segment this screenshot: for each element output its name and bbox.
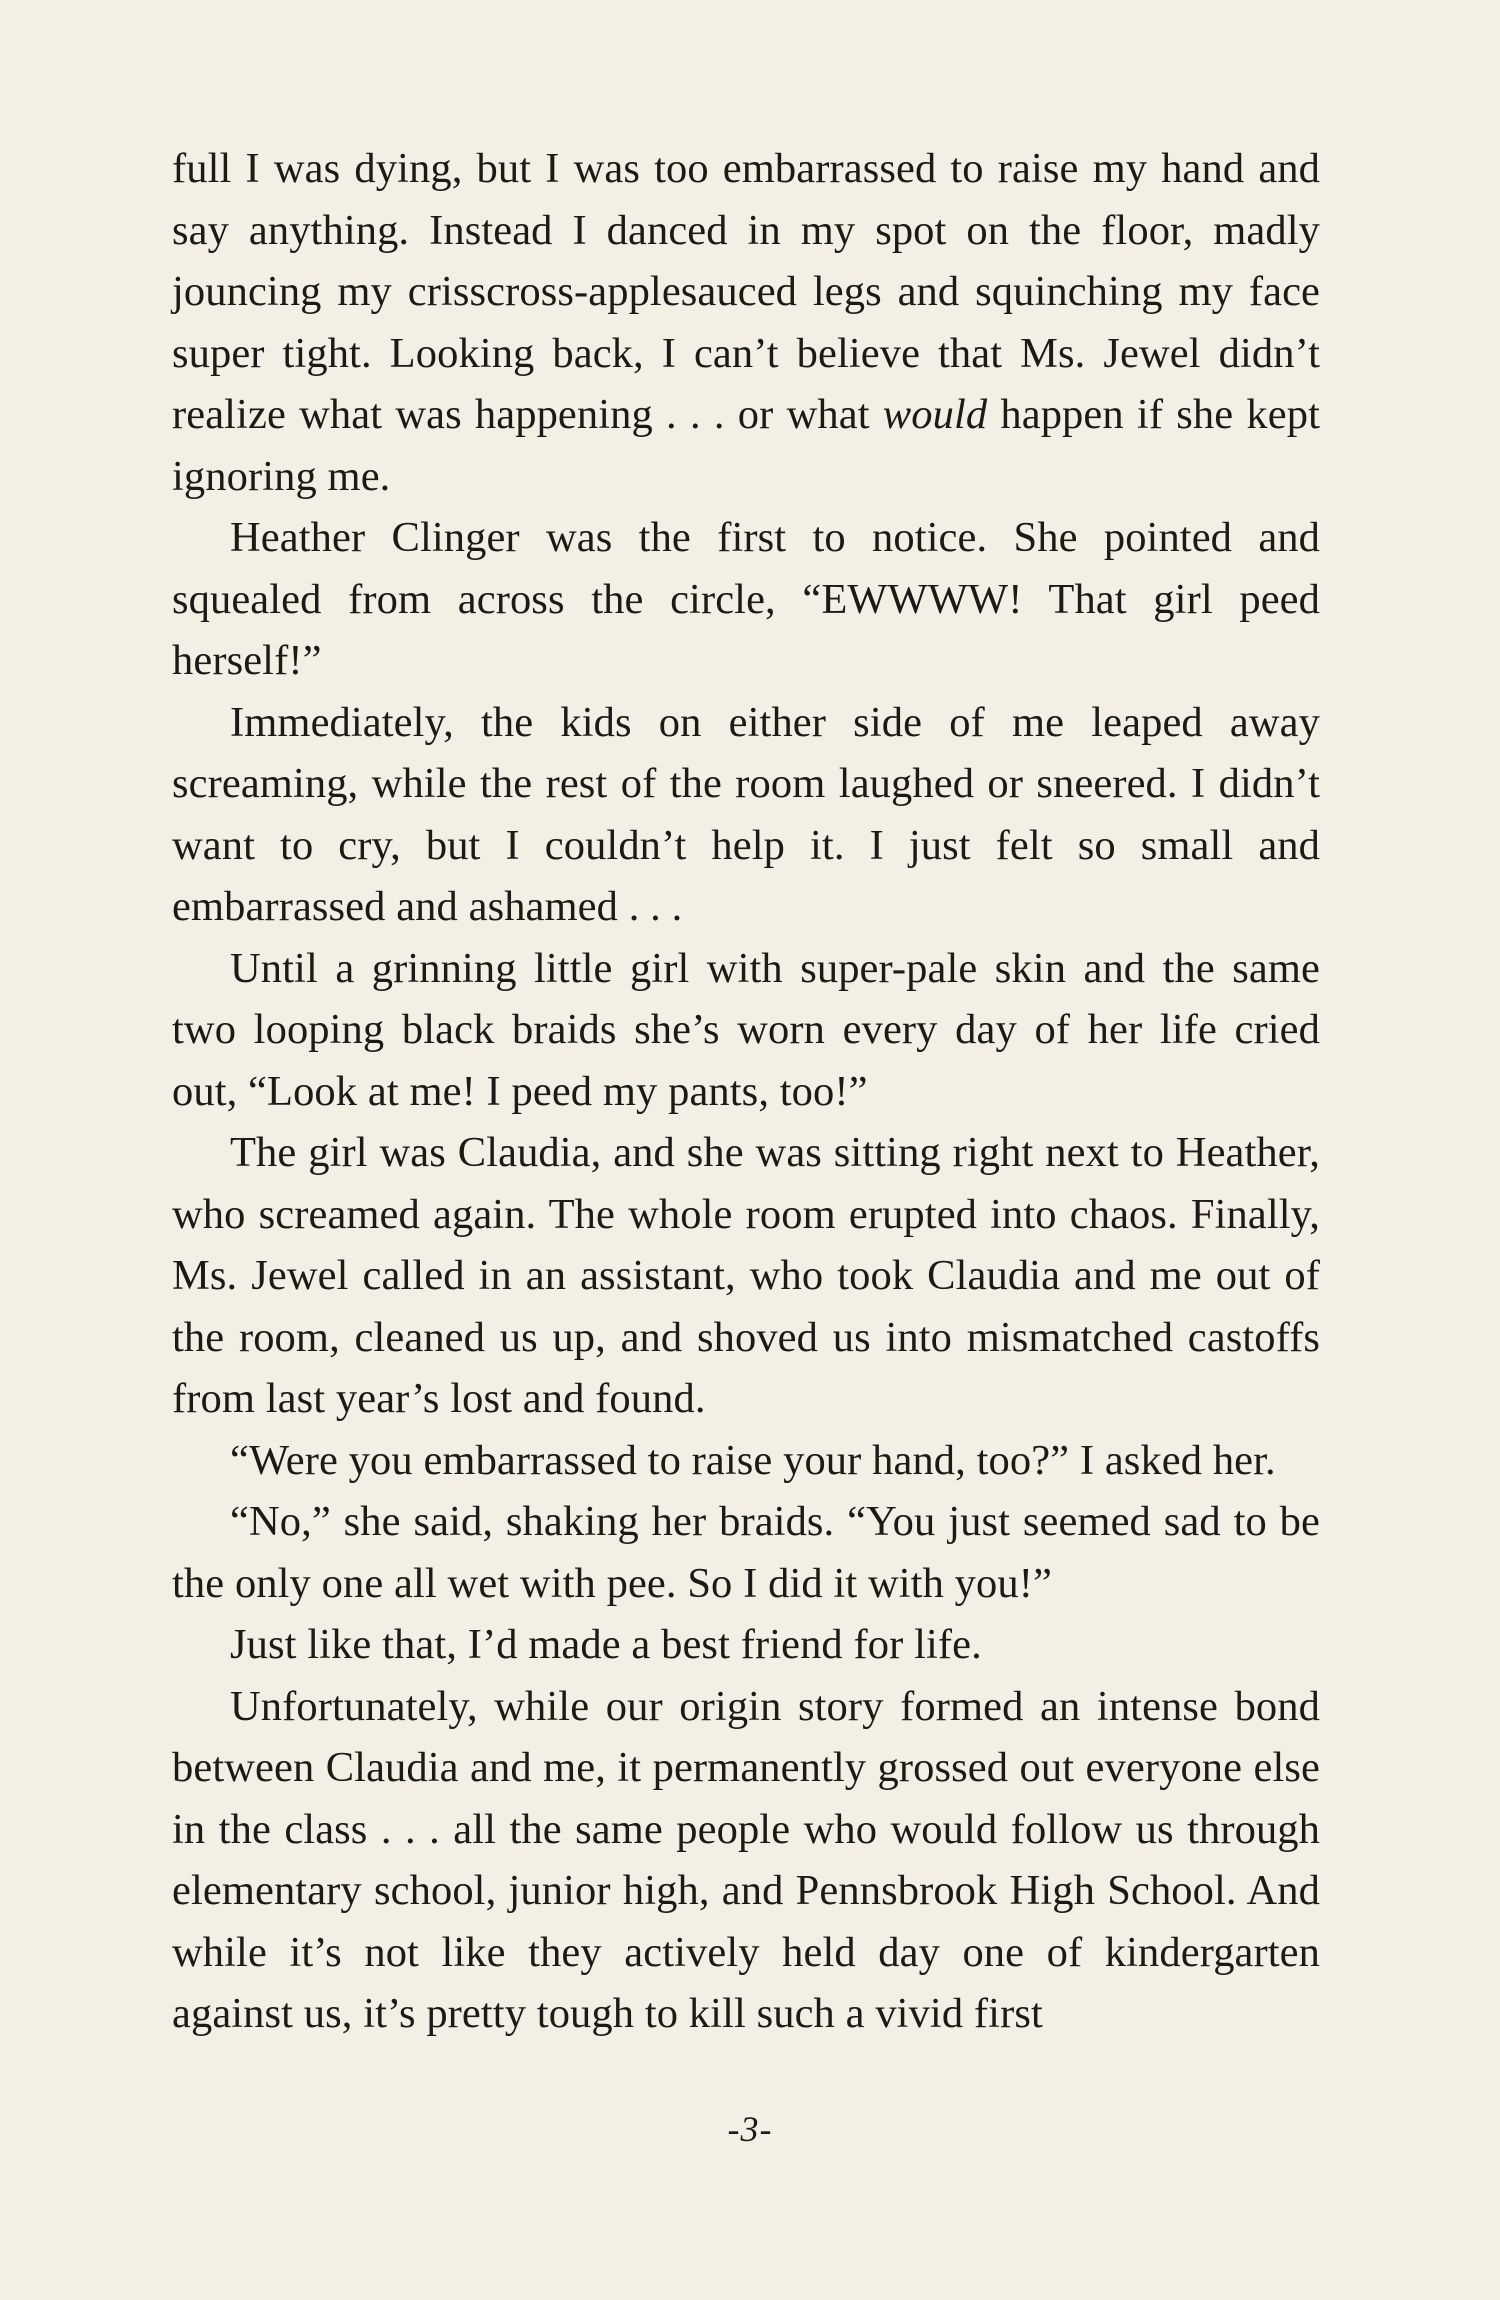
emphasis-would: would [882,391,988,438]
paragraph-9: Unfortunately, while our origin story formed an intense bond between Claudia and me, it permanently grossed out everyone else in the class . . . all the same people who would follow us through elementary school, junior high, and Pennsbrook High School. And while it’s not like they actively held day one of kindergarten against us, it’s pretty tough to kill such a vivid first [172,1682,1320,2037]
paragraph-1-end: happen if she kept ignoring me. [172,391,1320,500]
paragraph-6: “Were you embarrassed to raise your hand, too?” I asked her. [230,1436,1276,1484]
paragraph-4: Until a grinning little girl with super-pale skin and the same two looping black braids she’s worn every day of her life cried out, “Look at me! I peed my pants, too!” [172,944,1320,1115]
paragraph-3: Immediately, the kids on either side of me leaped away screaming, while the rest of the room laughed or sneered. I didn’t want to cry, but I couldn’t help it. I just felt so small and embarrassed and ashamed . . . [172,698,1320,930]
paragraph-8: Just like that, I’d made a best friend for life. [230,1621,982,1668]
page-number: -3- [727,2109,773,2149]
body-text [172,138,1320,2045]
paragraph-5: The girl was Claudia, and she was sitting right next to Heather, who screamed again. The whole room erupted into chaos. Finally, Ms. Jewel called in an assistant, who took Claudia and me out of the room, cleaned us up, and shoved us into mismatched castoffs from last year’s lost and found. [172,1129,1320,1422]
paragraph-1-start: full I was dying, but I was too embarrassed to raise my hand and say anything. Instead I danced in my spot on the floor, madly jouncing my crisscross-applesauced legs and squinching my face super tight. Looking back, I can’t believe that Ms. Jewel didn’t realize what was happening . . . or what [172,145,1320,438]
paragraph-2: Heather Clinger was the first to notice. She pointed and squealed from across the circle, “EWWWW! That girl peed herself!” [172,514,1320,684]
paragraph-1 [172,138,1320,507]
paragraph-7: “No,” she said, shaking her braids. “You just seemed sad to be the only one all wet with pee. So I did it with you!” [172,1498,1320,1607]
